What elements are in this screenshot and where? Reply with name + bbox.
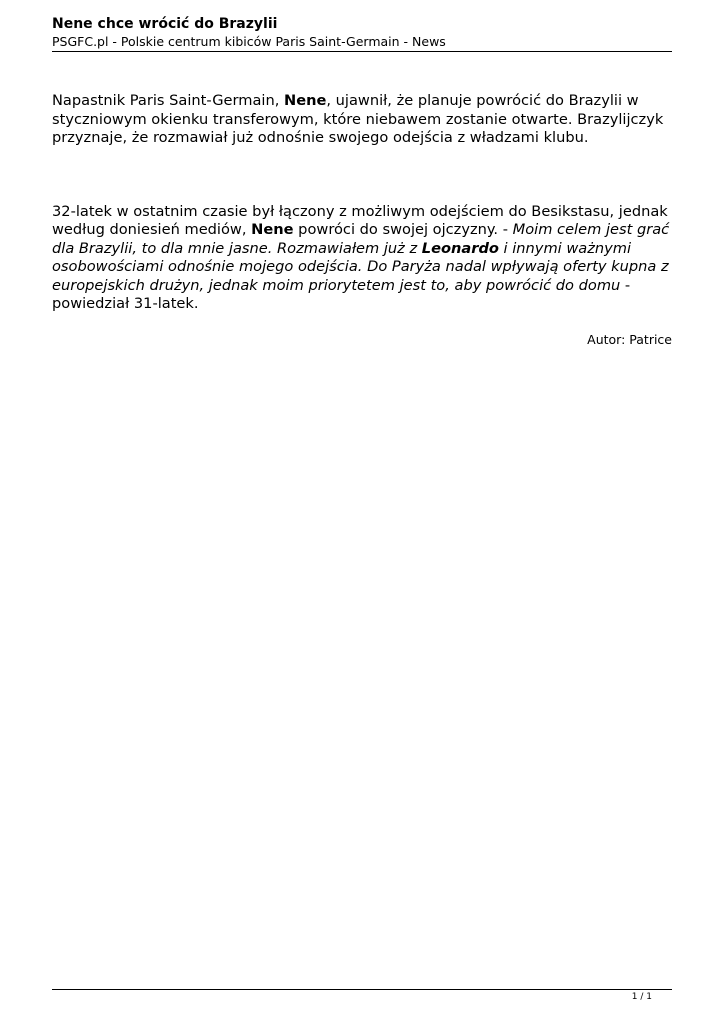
player-name-bold: Nene	[283, 92, 327, 109]
paragraph-1-text-before: Napastnik Paris Saint-Germain,	[52, 92, 284, 109]
page-number: 1 / 1	[631, 992, 652, 1002]
quote-name-bold: Leonardo	[421, 239, 499, 257]
footer-divider	[52, 989, 672, 990]
header-divider	[52, 51, 672, 52]
quote-text-before: Moim celem jest grać dla Brazylii, to dla mnie jasne. Rozmawiałem już z	[52, 221, 670, 257]
paragraph-1-text-after: , ujawnił, że planuje powrócić do Brazylii w styczniowym okienku transferowym, które niebawem zostanie otwarte. Brazylijczyk przyznaje, że rozmawiał już odnośnie swojego odejścia z władzami klubu.	[52, 92, 664, 146]
author-credit: Autor: Patrice	[587, 331, 672, 347]
paragraph-2-text-end: - powiedział 31-latek.	[52, 276, 631, 312]
paragraph-2-text-before: 32-latek w ostatnim czasie był łączony z możliwym odejściem do Besikstasu, jednak według doniesień mediów,	[52, 202, 668, 238]
paragraph-1	[52, 92, 672, 148]
paragraph-2	[52, 203, 672, 314]
site-subtitle: PSGFC.pl - Polskie centrum kibiców Paris Saint-Germain - News	[52, 34, 446, 49]
quote-text-after: i innymi ważnymi osobowościami odnośnie mojego odejścia. Do Paryża nadal wpływają oferty kupna z europejskich drużyn, jednak moim priorytetem jest to, aby powrócić do domu	[52, 239, 669, 294]
document-header	[52, 16, 672, 50]
paragraph-2-text-middle: powróci do swojej ojczyzny. -	[293, 221, 513, 238]
article-title: Nene chce wrócić do Brazylii	[52, 16, 278, 32]
article-body	[52, 92, 672, 348]
player-name-bold: Nene	[251, 221, 294, 238]
